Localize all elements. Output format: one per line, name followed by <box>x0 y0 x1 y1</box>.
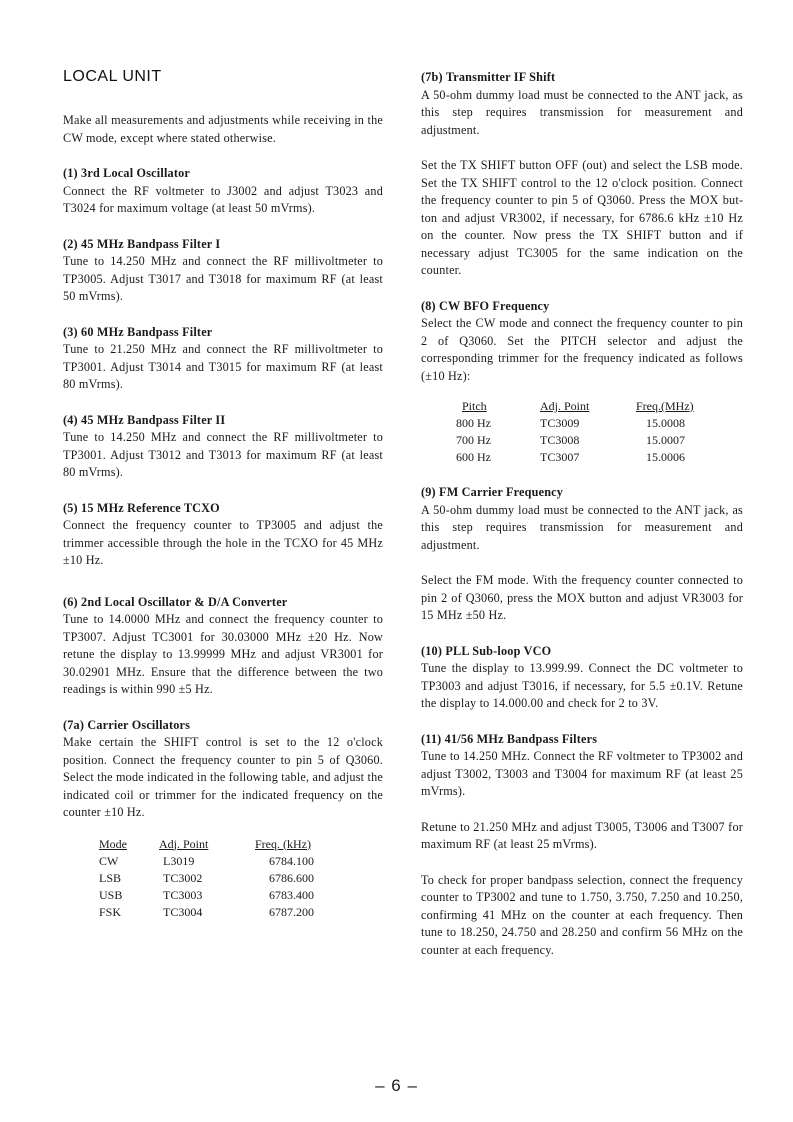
table-cell: 15.0006 <box>646 450 685 464</box>
table-cell: USB <box>99 887 123 902</box>
table-header-row <box>456 398 694 415</box>
cw-bfo-table <box>456 398 694 466</box>
paragraph-gap <box>421 554 743 572</box>
paragraph-gap <box>421 854 743 872</box>
section-body: Select the FM mode. With the frequency counter connected to pin 2 of Q3060, press the MOX button and adjust VR3003 for 15 MHz ±50 Hz. <box>421 573 743 622</box>
section-transmitter-if-shift <box>421 69 743 280</box>
table-cell: 700 Hz <box>456 433 491 447</box>
table-cell: TC3002 <box>163 870 203 885</box>
section-heading: (9) FM Carrier Frequency <box>421 485 564 499</box>
section-body: Tune to 14.250 MHz. Connect the RF voltmeter to TP3002 and adjust T3002, T3003 and T3004 for maximum RF (at least 25 mVrms). <box>421 749 743 798</box>
page-title: LOCAL UNIT <box>63 68 162 85</box>
table-cell: 6786.600 <box>269 870 314 885</box>
section-heading: (1) 3rd Local Oscillator <box>63 166 190 180</box>
section-60mhz-bpf <box>63 324 383 394</box>
section-body: Tune to 14.0000 MHz and connect the frequency counter to TP3007. Adjust TC3001 for 30.03000 MHz ±20 Hz. Now retune the display to 13.99999 MHz and adjust VR3001 for 30.02901 MHz. Ensure that the difference between the two readings is within 990 ±5 Hz. <box>63 612 383 696</box>
section-heading: (11) 41/56 MHz Bandpass Filters <box>421 731 598 746</box>
section-heading: (5) 15 MHz Reference TCXO <box>63 500 220 515</box>
section-heading: (3) 60 MHz Bandpass Filter <box>63 324 213 339</box>
intro-paragraph: Make all measurements and adjustments while receiving in the CW mode, except where stated otherwise. <box>63 113 383 145</box>
section-body: A 50-ohm dummy load must be connected to the ANT jack, as this step requires transmission for measurement and adjustment. <box>421 87 743 137</box>
table-row <box>99 887 314 904</box>
table-cell: TC3008 <box>540 433 580 447</box>
section-body: A 50-ohm dummy load must be connected to the ANT jack, as this step requires transmission for measurement and adjustment. <box>421 502 743 552</box>
section-heading: (4) 45 MHz Bandpass Filter II <box>63 412 226 427</box>
table-row <box>99 853 314 870</box>
table-row <box>456 449 694 466</box>
section-carrier-oscillators <box>63 717 383 921</box>
section-body: Tune the display to 13.999.99. Connect the DC voltmeter to TP3003 and adjust T3016, if necessary, for 5.5 ±0.1V. Retune the display to 14.000.00 and check for 2 to 3V. <box>421 661 743 710</box>
table-cell: 6787.200 <box>269 904 314 919</box>
table-cell: L3019 <box>163 853 195 868</box>
table-header: Pitch <box>462 399 487 413</box>
section-2nd-local-oscillator <box>63 594 383 699</box>
section-body: Make certain the SHIFT control is set to the 12 o'clock position. Connect the frequency counter to pin 5 of Q3060. Select the mode indicated in the following table, and adjust the indicated coil or trimmer for the indicated frequency on the counter ±10 Hz. <box>63 735 383 819</box>
table-cell: 600 Hz <box>456 450 491 464</box>
section-heading: (10) PLL Sub-loop VCO <box>421 643 552 658</box>
table-cell: TC3009 <box>540 416 580 430</box>
section-heading: (7a) Carrier Oscillators <box>63 717 191 732</box>
table-cell: TC3003 <box>163 887 203 902</box>
section-45mhz-bpf-2 <box>63 412 383 482</box>
section-cw-bfo-frequency <box>421 298 743 467</box>
table-cell: CW <box>99 853 119 868</box>
table-header: Mode <box>99 836 127 851</box>
table-cell: 15.0007 <box>646 433 685 447</box>
carrier-oscillator-table <box>99 836 314 921</box>
section-reference-tcxo <box>63 500 383 570</box>
table-row <box>456 415 694 432</box>
table-cell: 6784.100 <box>269 853 314 868</box>
section-body: To check for proper bandpass selection, connect the frequency counter to TP3002 and tune to 1.750, 3.750, 7.250 and 10.250, confirming 41 MHz on the counter at each frequency. Then tune to 18.250, 24.750 and 28.250 and confirm 56 MHz on the counter at each frequency. <box>421 872 743 957</box>
table-header-row <box>99 836 314 853</box>
table-header: Adj. Point <box>159 836 209 851</box>
section-heading: (2) 45 MHz Bandpass Filter I <box>63 236 221 251</box>
table-cell: TC3004 <box>163 904 203 919</box>
section-body: Connect the RF voltmeter to J3002 and adjust T3023 and T3024 for maximum voltage (at least 50 mVrms). <box>63 183 383 215</box>
page-number: – 6 – <box>375 1076 418 1095</box>
table-row <box>456 432 694 449</box>
left-column <box>63 66 383 939</box>
section-45mhz-bpf-1 <box>63 236 383 306</box>
table-cell: FSK <box>99 904 122 919</box>
table-row <box>99 904 314 921</box>
table-cell: 6783.400 <box>269 887 314 902</box>
table-row <box>99 870 314 887</box>
section-heading: (6) 2nd Local Oscillator & D/A Converter <box>63 594 288 609</box>
section-body: Connect the frequency counter to TP3005 and adjust the trimmer accessible through the hole in the TCXO for 45 MHz ±10 Hz. <box>63 518 383 567</box>
table-header: Freq.(MHz) <box>636 399 694 413</box>
section-heading: (7b) Transmitter IF Shift <box>421 70 556 84</box>
section-body: Tune to 21.250 MHz and connect the RF millivoltmeter to TP3001. Adjust T3014 and T3015 for maximum RF (at least 80 mVrms). <box>63 342 383 391</box>
section-body: Retune to 21.250 MHz and adjust T3005, T3006 and T3007 for maximum RF (at least 25 mVrms). <box>421 819 743 851</box>
right-column <box>421 69 743 977</box>
section-body: Tune to 14.250 MHz and connect the RF millivoltmeter to TP3001. Adjust T3012 and T3013 for maximum RF (at least 80 mVrms). <box>63 430 383 479</box>
table-header: Freq. (kHz) <box>255 836 311 851</box>
section-3rd-local-oscillator <box>63 165 383 218</box>
table-cell: 15.0008 <box>646 416 685 430</box>
section-body: Select the CW mode and connect the frequency counter to pin 2 of Q3060. Set the PITCH selector and adjust the corresponding trimmer for the frequency indicated as follows (±10 Hz): <box>421 316 743 383</box>
section-heading: (8) CW BFO Frequency <box>421 298 550 313</box>
table-header: Adj. Point <box>540 399 590 413</box>
section-41-56mhz-bpf <box>421 731 743 960</box>
section-body: Set the TX SHIFT button OFF (out) and select the LSB mode. Set the TX SHIFT control to the 12 o'clock position. Connect the frequency counter to pin 5 of Q3060. Press the MOX button and adjust VR3002, if necessary, for 6786.6 kHz ±10 Hz on the counter. Now press the TX SHIFT button and if necessary adjust TC3005 for the same indication on the counter. <box>421 158 743 277</box>
table-cell: 800 Hz <box>456 416 491 430</box>
section-body: Tune to 14.250 MHz and connect the RF millivoltmeter to TP3005. Adjust T3017 and T3018 for maximum RF (at least 50 mVrms). <box>63 254 383 303</box>
paragraph-gap <box>421 139 743 157</box>
table-cell: LSB <box>99 870 122 885</box>
section-pll-subloop-vco <box>421 643 743 713</box>
section-fm-carrier-frequency <box>421 484 743 625</box>
paragraph-gap <box>421 801 743 819</box>
table-cell: TC3007 <box>540 450 580 464</box>
